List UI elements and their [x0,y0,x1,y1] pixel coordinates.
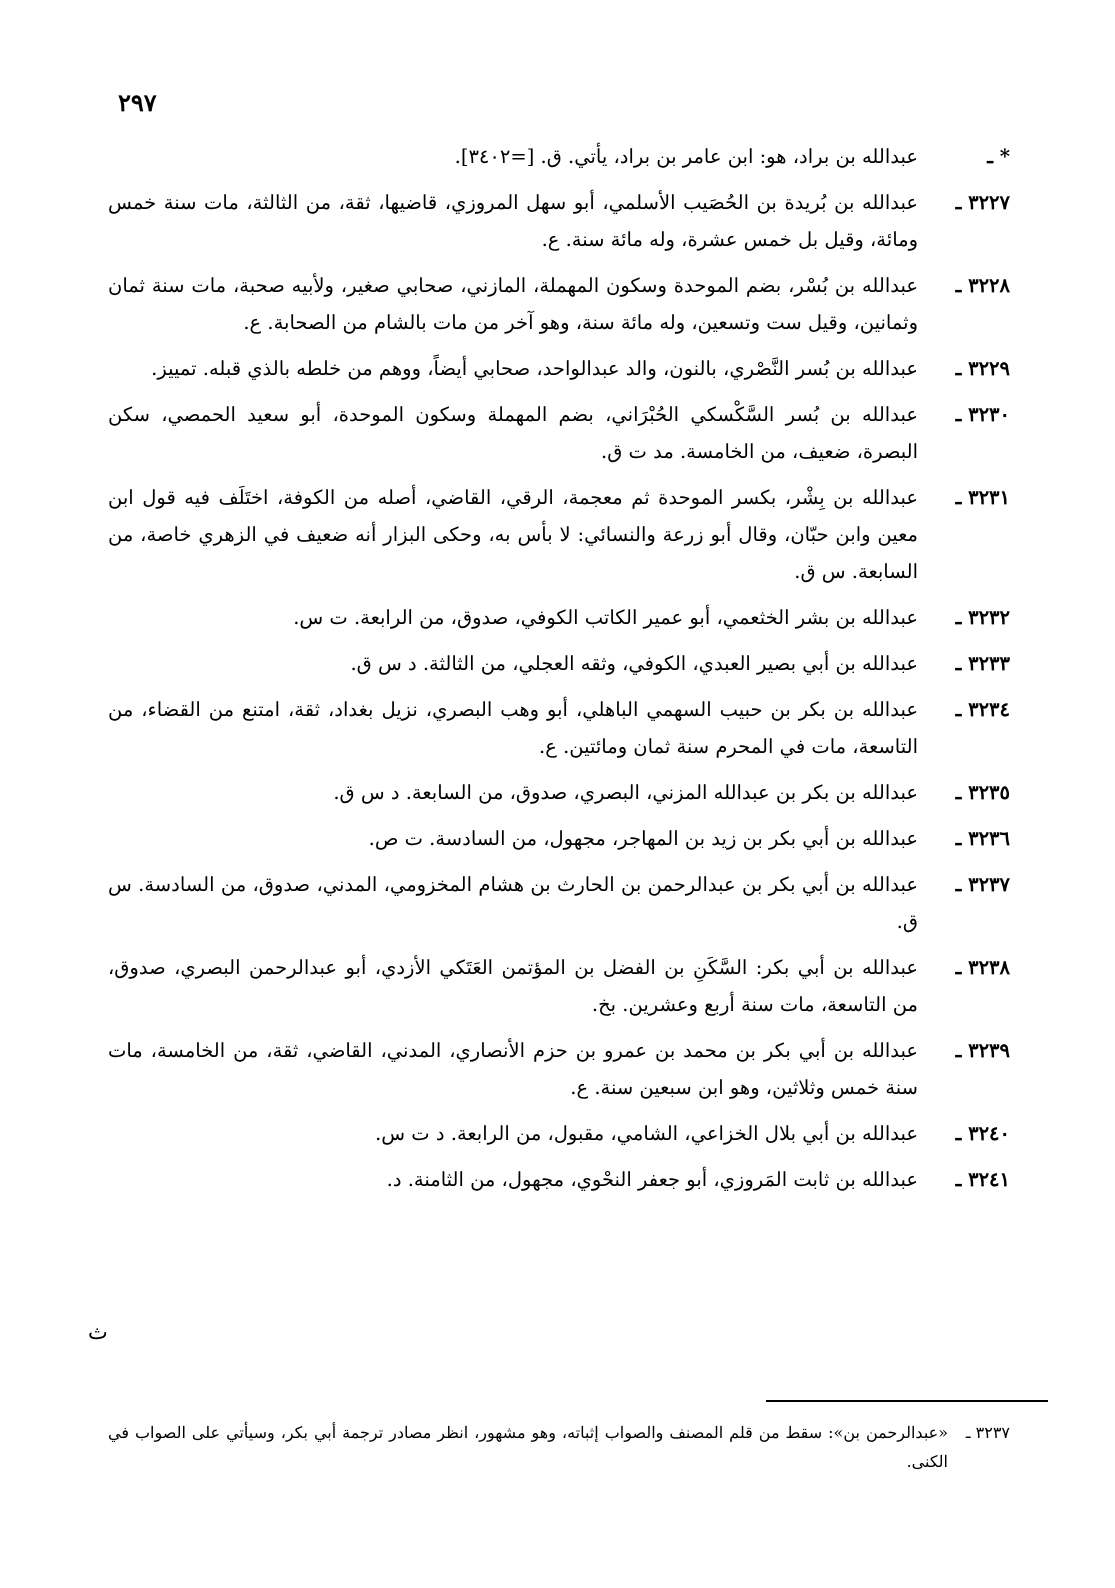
entry-number: ٣٢٣٠ ـ [955,403,1010,426]
entry-text: عبدالله بن أبي بكر بن محمد بن عمرو بن حزم الأنصاري، المدني، القاضي، ثقة، من الخامسة، مات سنة خمس وثلاثين، وهو ابن سبعين سنة. ع. [108,1039,918,1099]
entry-number: ٣٢٣٥ ـ [955,781,1010,804]
entry [108,350,1010,387]
entry-number: ٣٢٤١ ـ [955,1168,1010,1191]
entry-number: ٣٢٢٧ ـ [955,191,1010,214]
entry-number: ٣٢٣٨ ـ [955,956,1010,979]
entry [108,866,1010,940]
entry-text: عبدالله بن أبي بكر بن عبدالرحمن بن الحارث بن هشام المخزومي، المدني، صدوق، من السادسة. س ق. [108,873,918,933]
footnote-divider [766,1400,1048,1402]
entry-text: عبدالله بن براد، هو: ابن عامر بن براد، يأتي. ق. [=٣٤٠٢]. [454,145,918,168]
entry [108,645,1010,682]
entry [108,691,1010,765]
entries-list [108,138,1010,1207]
entry-number: ٣٢٣٩ ـ [955,1039,1010,1062]
entry-number: * ـ [987,145,1010,168]
entry-number: ٣٢٢٩ ـ [955,357,1010,380]
entry [108,949,1010,1023]
entry-text: عبدالله بن بُسْر، بضم الموحدة وسكون المهملة، المازني، صحابي صغير، ولأبيه صحبة، مات سنة ثمان وثمانين، وقيل ست وتسعين، وله مائة سنة، وهو آخر من مات بالشام من الصحابة. ع. [108,274,918,334]
entry [108,1032,1010,1106]
entry-text: عبدالله بن أبي بكر بن زيد بن المهاجر، مجهول، من السادسة. ت ص. [368,827,918,850]
entry [108,1115,1010,1152]
margin-mark: ث [88,1320,108,1344]
entry-text: عبدالله بن بُسر النَّصْري، بالنون، والد عبدالواحد، صحابي أيضاً، ووهم من خلطه بالذي قبله. تمييز. [151,357,918,380]
entry-number: ٣٢٣٣ ـ [955,652,1010,675]
entry-text: عبدالله بن بكر بن حبيب السهمي الباهلي، أبو وهب البصري، نزيل بغداد، ثقة، امتنع من القضاء، من التاسعة، مات في المحرم سنة ثمان ومائتين. ع. [108,698,918,758]
entry [108,267,1010,341]
entry-text: عبدالله بن بشر الخثعمي، أبو عمير الكاتب الكوفي، صدوق، من الرابعة. ت س. [293,606,918,629]
page-number: ٢٩٧ [118,88,157,117]
entry [108,820,1010,857]
entry-text: عبدالله بن بُريدة بن الحُصَيب الأسلمي، أبو سهل المروزي، قاضيها، ثقة، من الثالثة، مات سنة خمس ومائة، وقيل بل خمس عشرة، وله مائة سنة. ع. [108,191,918,251]
entry [108,184,1010,258]
entry-text: عبدالله بن بُسر السَّكْسكي الحُبْرَاني، بضم المهملة وسكون الموحدة، أبو سعيد الحمصي، سكن البصرة، ضعيف، من الخامسة. مد ت ق. [108,403,918,463]
entry-text: عبدالله بن أبي بلال الخزاعي، الشامي، مقبول، من الرابعة. د ت س. [375,1122,918,1145]
entry [108,774,1010,811]
entry [108,599,1010,636]
entry-text: عبدالله بن أبي بصير العبدي، الكوفي، وثقه العجلي، من الثالثة. د س ق. [350,652,918,675]
footnote [108,1418,1010,1476]
footnote-text: «عبدالرحمن بن»: سقط من قلم المصنف والصواب إثباته، وهو مشهور، انظر مصادر ترجمة أبي بكر، وسيأتي على الصواب في الكنى. [108,1423,948,1471]
entry [108,479,1010,590]
entry-number: ٣٢٣٤ ـ [955,698,1010,721]
entry-text: عبدالله بن بكر بن عبدالله المزني، البصري، صدوق، من السابعة. د س ق. [333,781,918,804]
entry-text: عبدالله بن بِشْر، بكسر الموحدة ثم معجمة، الرقي، القاضي، أصله من الكوفة، اختَلَف فيه قول ابن معين وابن حبّان، وقال أبو زرعة والنسائي: لا بأس به، وحكى البزار أنه ضعيف في الزهري خاصة، من السابعة. س ق. [108,486,918,583]
entry-number: ٣٢٤٠ ـ [955,1122,1010,1145]
entry-number: ٣٢٣٧ ـ [955,873,1010,896]
entry [108,138,1010,175]
entry-text: عبدالله بن أبي بكر: السَّكَنِ بن الفضل بن المؤتمن العَتَكي الأزدي، أبو عبدالرحمن البصري، صدوق، من التاسعة، مات سنة أربع وعشرين. بخ. [108,956,918,1016]
entry [108,396,1010,470]
footnote-number: ٣٢٣٧ ـ [965,1423,1010,1442]
entry-number: ٣٢٣٦ ـ [955,827,1010,850]
entry-text: عبدالله بن ثابت المَروزي، أبو جعفر النحْوي، مجهول، من الثامنة. د. [386,1168,918,1191]
entry-number: ٣٢٣٢ ـ [955,606,1010,629]
entry-number: ٣٢٣١ ـ [955,486,1010,509]
entry [108,1161,1010,1198]
entry-number: ٣٢٢٨ ـ [955,274,1010,297]
